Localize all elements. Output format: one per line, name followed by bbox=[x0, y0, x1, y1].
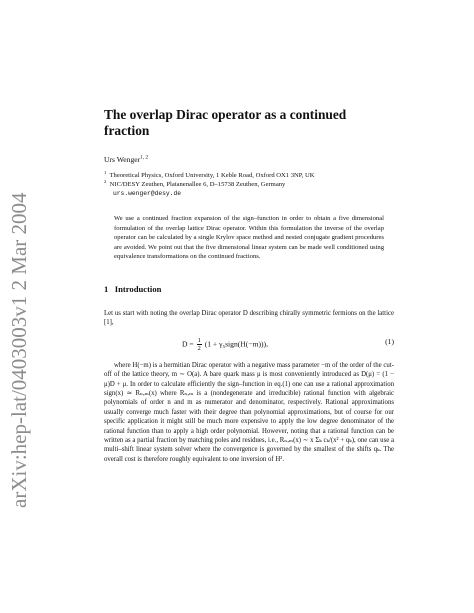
section-number: 1 bbox=[104, 283, 109, 294]
section-heading bbox=[104, 284, 394, 294]
affiliation-text: Theoretical Physics, Oxford University, 1 Keble Road, Oxford OX1 3NP, UK bbox=[109, 172, 315, 179]
author-name: Urs Wenger bbox=[104, 155, 141, 164]
equation-1 bbox=[104, 331, 394, 357]
author-email[interactable] bbox=[113, 190, 394, 197]
section-title: Introduction bbox=[114, 283, 162, 294]
author-marks: 1, 2 bbox=[140, 154, 149, 161]
affiliation-text: NIC/DESY Zeuthen, Platanenallee 6, D–15738 Zeuthen, Germany bbox=[109, 181, 286, 188]
affiliation-mark: 1 bbox=[104, 169, 107, 175]
body-paragraph: where H(−m) is a hermitian Dirac operator with a negative mass parameter −m of the order of the cut-off of the lattice theory, m ∼ O(a). A bare quark mass μ is most conveniently introduced as D(μ) = (1 − μ)D + μ. In order to calculate efficiently the sign–function in eq.(1) one can use a rational approximation sign(x) ≃ Rₙ,ₘ(x) where Rₙ,ₘ is a (nondegenerate and irreducible) rational function with algebraic polynomials of order n and m as numerator and denominator, respectively. Rational approximations usually converge much faster with their degree than polynomial approximations, but of course for our specific application it might still be much more expensive to apply the low degree denominator of the rational function than to apply a high order polynomial. However, noting that a rational function can be written as a partial fraction by matching poles and residues, i.e., Rₙ,ₘ(x) ∼ x Σₖ cₖ/(x² + qₖ), one can use a multi–shift linear system solver where the convergence is governed by the smallest of the shifts qₖ. The overall cost is therefore roughly equivalent to one inversion of H². bbox=[104, 361, 394, 463]
affiliation-mark: 2 bbox=[104, 178, 107, 184]
equation-number: (1) bbox=[385, 336, 394, 346]
equation-fraction bbox=[197, 337, 202, 352]
paper-page bbox=[104, 107, 394, 464]
affiliation-2 bbox=[104, 180, 394, 189]
arxiv-identifier-stamp bbox=[4, 150, 34, 510]
fraction-denominator: 2 bbox=[197, 344, 201, 352]
author-line bbox=[104, 155, 394, 164]
intro-paragraph: Let us start with noting the overlap Dirac operator D describing chirally symmetric fermions on the lattice [1], bbox=[104, 309, 394, 327]
affiliation-1 bbox=[104, 171, 394, 180]
email-text[interactable]: urs.wenger@desy.de bbox=[113, 190, 182, 197]
equation-rhs: (1 + γ₅sign(H(−m))), bbox=[204, 339, 268, 349]
abstract: We use a continued fraction expansion of the sign–function in order to obtain a five dimensional formulation of the overlap lattice Dirac operator. Within this formulation the inverse of the overlap operator can be calculated by a single Krylov space method and nested conjugate gradient procedures are avoided. We point out that the five dimensional linear system can be made well conditioned using equivalence transformations on the continued fractions. bbox=[114, 215, 384, 261]
fraction-numerator: 1 bbox=[197, 336, 201, 344]
arxiv-identifier: arXiv:hep-lat/0403003v1 2 Mar 2004 bbox=[7, 192, 31, 508]
equation-body bbox=[182, 337, 268, 352]
equation-lhs: D = bbox=[182, 339, 194, 349]
paper-title: The overlap Dirac operator as a continued fraction bbox=[104, 107, 347, 138]
